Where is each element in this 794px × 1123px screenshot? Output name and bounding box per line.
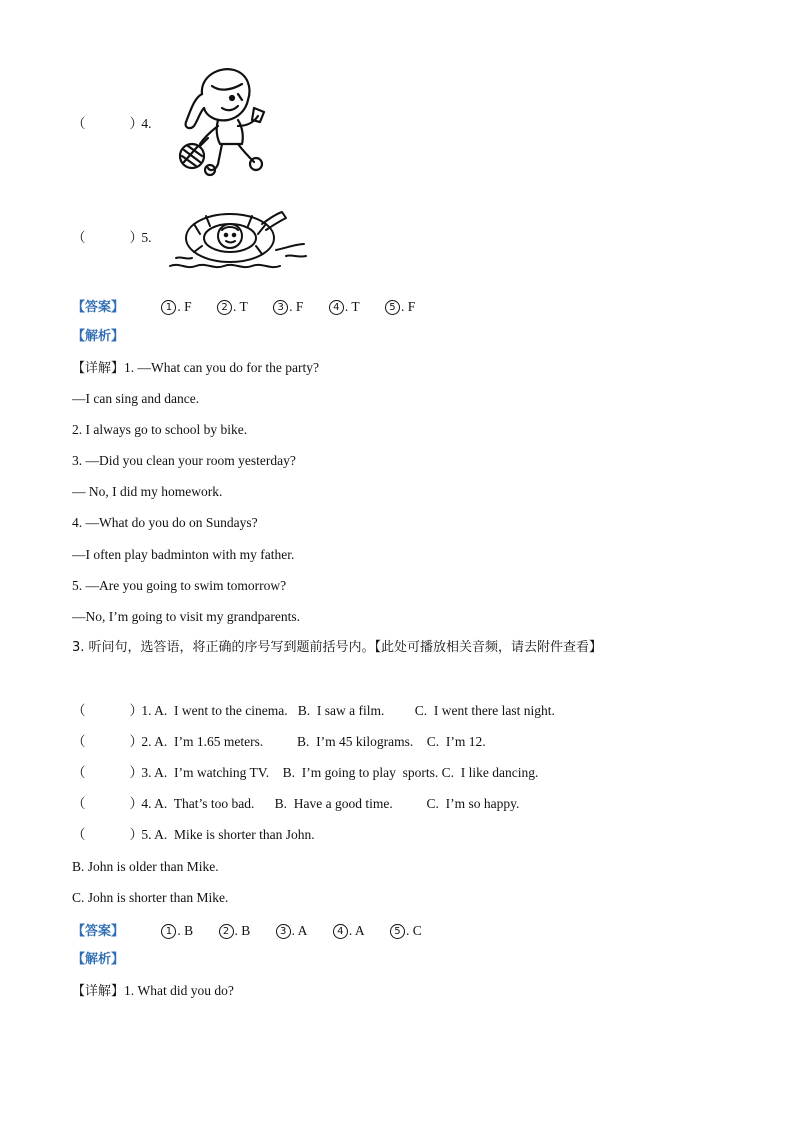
answer-row-1 [72, 296, 437, 315]
answer-value: . B [177, 923, 194, 938]
detail-line: 5. —Are you going to swim tomorrow? [72, 578, 287, 593]
left-paren: （ [72, 765, 86, 780]
answer-item [217, 299, 248, 315]
answer-item [219, 923, 251, 939]
detail-line: — No, I did my homework. [72, 484, 223, 499]
answer-row-2 [72, 920, 444, 939]
answer-item [276, 923, 308, 939]
circled-number: 4 [329, 300, 344, 315]
answer-item [390, 923, 422, 939]
circled-number: 3 [276, 924, 291, 939]
circled-number: 5 [385, 300, 400, 315]
detail-line: —I can sing and dance. [72, 391, 200, 406]
question-row-2 [72, 733, 486, 751]
right-paren: ） [129, 796, 143, 811]
answer-value: . A [291, 923, 308, 938]
left-paren: （ [72, 116, 86, 131]
right-paren: ） [129, 116, 143, 131]
question-text: 5. A. Mike is shorter than John. [141, 827, 315, 842]
left-paren: （ [72, 230, 86, 245]
detail-line [72, 982, 234, 1001]
detail-label: 【详解】 [72, 984, 125, 999]
question-row-5 [72, 826, 315, 844]
question-text: 2. A. I’m 1.65 meters. B. I’m 45 kilograms. C. I’m 12. [141, 734, 486, 749]
child-swimming-image [166, 204, 312, 278]
picture-item-4 [72, 115, 152, 133]
answer-label: 【答案】 [72, 300, 125, 315]
answer-blank[interactable] [72, 702, 143, 720]
question-row-3 [72, 764, 538, 782]
detail-line: 2. I always go to school by bike. [72, 422, 248, 437]
question-5-option-c: C. John is shorter than Mike. [72, 890, 229, 905]
circled-number: 2 [219, 924, 234, 939]
picture-item-5 [72, 229, 152, 247]
detail-line: 4. —What do you do on Sundays? [72, 515, 258, 530]
answer-item [329, 299, 360, 315]
answer-item [385, 299, 415, 315]
answer-item [161, 299, 191, 315]
answer-blank[interactable] [72, 733, 143, 751]
question-text: 3. A. I’m watching TV. B. I’m going to play sports. C. I like dancing. [141, 765, 539, 780]
answer-value: . B [234, 923, 251, 938]
right-paren: ） [129, 827, 143, 842]
question-text: 4. A. That’s too bad. B. Have a good time. C. I’m so happy. [141, 796, 520, 811]
left-paren: （ [72, 796, 86, 811]
answer-value: . C [405, 923, 422, 938]
circled-number: 2 [217, 300, 232, 315]
left-paren: （ [72, 827, 86, 842]
section-3-title: 3. 听问句，选答语，将正确的序号写到题前括号内。【此处可播放相关音频，请去附件查看】 [72, 640, 603, 655]
answer-value: . T [344, 299, 360, 314]
answer-blank[interactable] [72, 764, 143, 782]
right-paren: ） [129, 230, 143, 245]
right-paren: ） [129, 734, 143, 749]
item-number: 5. [141, 230, 152, 245]
answer-blank[interactable] [72, 115, 143, 133]
circled-number: 1 [161, 300, 176, 315]
answer-label: 【答案】 [72, 924, 125, 939]
girl-badminton-image [172, 64, 280, 180]
item-number: 4. [141, 116, 152, 131]
right-paren: ） [129, 703, 143, 718]
detail-label: 【详解】 [72, 361, 125, 376]
circled-number: 5 [390, 924, 405, 939]
circled-number: 3 [273, 300, 288, 315]
detail-text: 1. What did you do? [124, 983, 234, 998]
answer-item [273, 299, 303, 315]
answer-value: . F [289, 299, 304, 314]
detail-text: 1. —What can you do for the party? [124, 360, 319, 375]
answer-blank[interactable] [72, 229, 143, 247]
detail-line [72, 359, 319, 378]
answer-blank[interactable] [72, 795, 143, 813]
answer-item [161, 923, 193, 939]
answer-blank[interactable] [72, 826, 143, 844]
question-row-1 [72, 702, 555, 720]
detail-line: —I often play badminton with my father. [72, 547, 295, 562]
analysis-label: 【解析】 [72, 329, 125, 344]
right-paren: ） [129, 765, 143, 780]
answer-item [333, 923, 365, 939]
left-paren: （ [72, 703, 86, 718]
answer-value: . A [348, 923, 365, 938]
detail-line: —No, I’m going to visit my grandparents. [72, 609, 300, 624]
circled-number: 1 [161, 924, 176, 939]
answer-value: . F [177, 299, 192, 314]
question-row-4 [72, 795, 519, 813]
detail-line: 3. —Did you clean your room yesterday? [72, 453, 296, 468]
question-text: 1. A. I went to the cinema. B. I saw a film. C. I went there last night. [141, 703, 555, 718]
answer-value: . F [400, 299, 416, 314]
answer-value: . T [233, 299, 248, 314]
analysis-label: 【解析】 [72, 952, 125, 967]
left-paren: （ [72, 734, 86, 749]
circled-number: 4 [333, 924, 348, 939]
question-5-option-b: B. John is older than Mike. [72, 859, 219, 874]
